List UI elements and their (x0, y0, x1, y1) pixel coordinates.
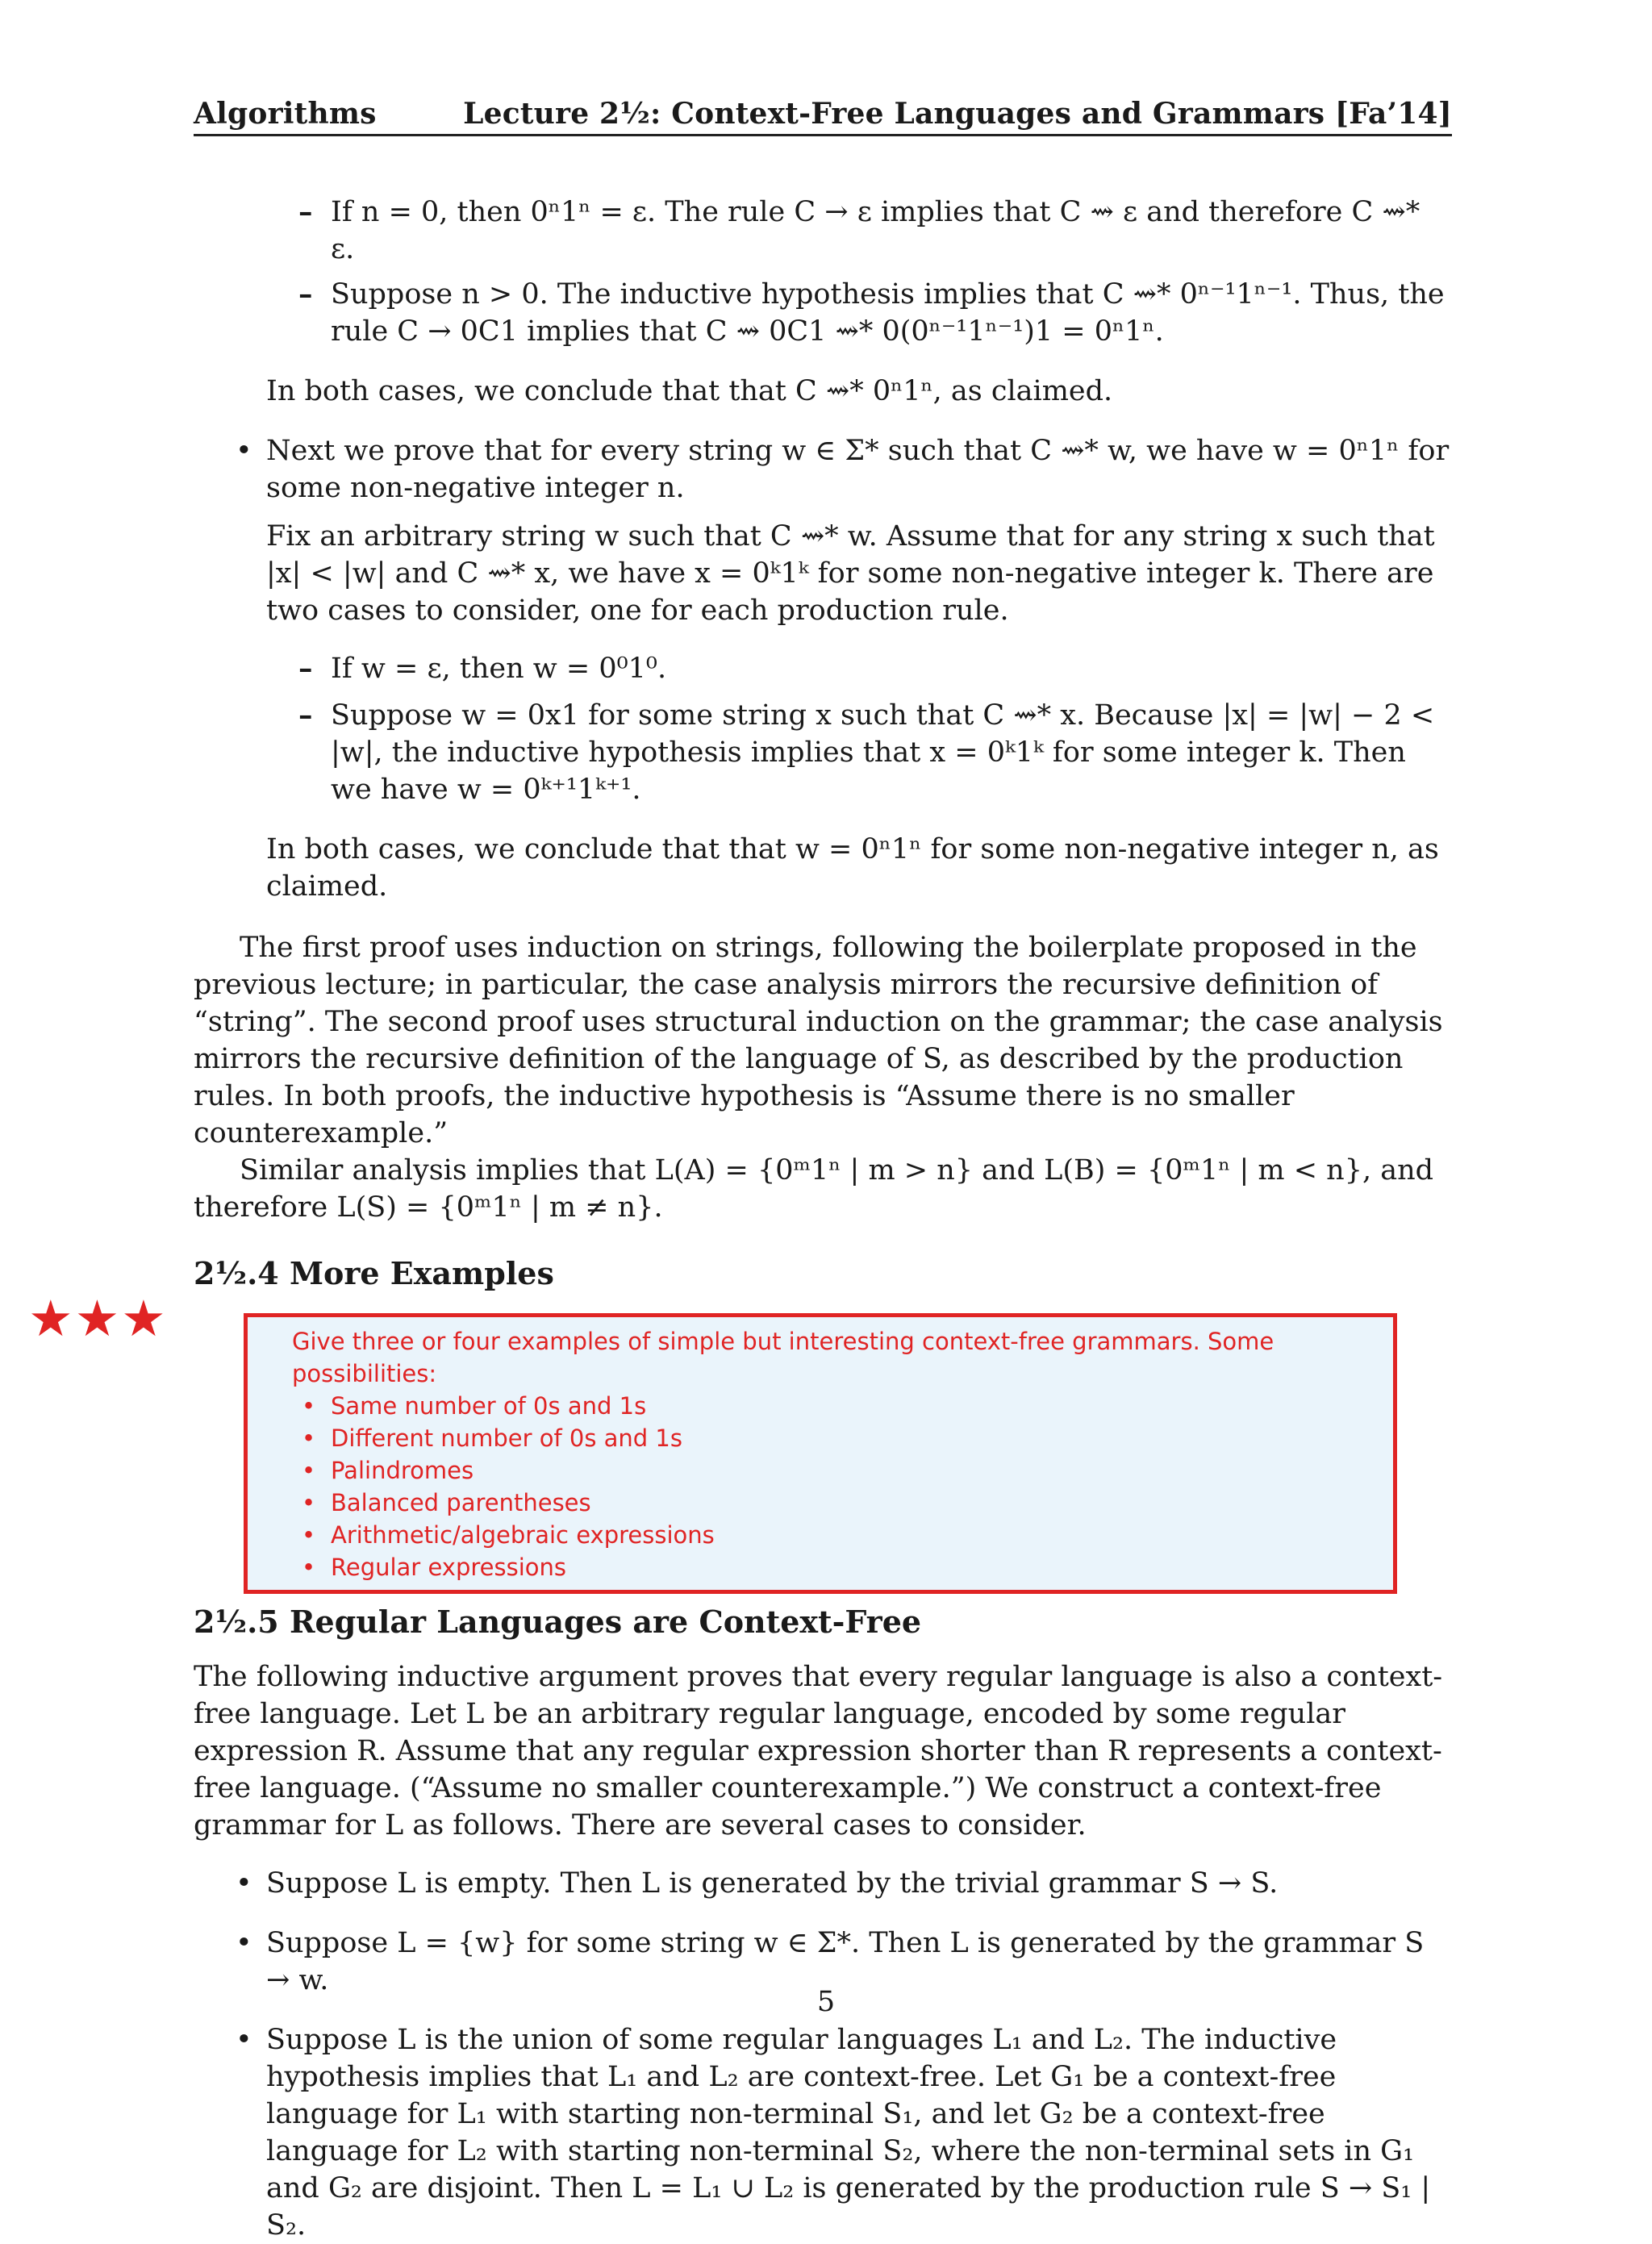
discussion-paragraph-2: Similar analysis implies that L(A) = {0ᵐ1ⁿ | m > n} and L(B) = {0ᵐ1ⁿ | m < n}, and therefore L(S) = {0ᵐ1ⁿ | m ≠ n}. (194, 1154, 1434, 1224)
case-empty-text: Suppose L is empty. Then L is generated by the trivial grammar S → S. (266, 1867, 1279, 1900)
list-item: • Regular expressions (292, 1551, 1393, 1583)
proof-part2-case2-text: Suppose w = 0x1 for some string x such that C ⇝* x. Because |x| = |w| − 2 < |w|, the inductive hypothesis implies that x = 0ᵏ1ᵏ for some integer k. Then we have w = 0ᵏ⁺¹1ᵏ⁺¹. (331, 699, 1435, 806)
proof-part2-case1 (194, 650, 1452, 687)
case-union-text: Suppose L is the union of some regular languages L₁ and L₂. The inductive hypothesis implies that L₁ and L₂ are context-free. Let G₁ be a context-free language for L₁ with starting non-terminal S₁, and let G₂ be a context-free language for L₂ with starting non-terminal S₂, where the non-terminal sets in G₁ and G₂ are disjoint. Then L = L₁ ∪ L₂ is generated by the production rule S → S₁ | S₂. (266, 2024, 1431, 2242)
proof-part1-case2-text: Suppose n > 0. The inductive hypothesis implies that C ⇝* 0ⁿ⁻¹1ⁿ⁻¹. Thus, the rule C → 0C1 implies that C ⇝ 0C1 ⇝* 0(0ⁿ⁻¹1ⁿ⁻¹)1 = 0ⁿ1ⁿ. (331, 278, 1445, 348)
section-25-intro: The following inductive argument proves that every regular language is also a context-free language. Let L be an arbitrary regular language, encoded by some regular expression R. Assume that any regular expression shorter than R represents a context-free language. (“Assume no smaller counterexample.”) We construct a context-free grammar for L as follows. There are several cases to consider. (194, 1661, 1443, 1841)
dash-bullet: – (298, 652, 313, 685)
case-union (194, 2021, 1452, 2244)
proof-part1-case1-text: If n = 0, then 0ⁿ1ⁿ = ε. The rule C → ε implies that C ⇝ ε and therefore C ⇝* ε. (331, 196, 1420, 265)
proof-part1-case1 (194, 194, 1452, 268)
proof-part1-conclusion: In both cases, we conclude that that C ⇝* 0ⁿ1ⁿ, as claimed. (266, 375, 1113, 407)
page-body (194, 194, 1452, 2244)
proof-part2-conclusion: In both cases, we conclude that that w = 0ⁿ1ⁿ for some non-negative integer n, as claimed. (266, 833, 1439, 903)
section-heading-regular-languages: 2½.5 Regular Languages are Context-Free (194, 1604, 922, 1640)
page-number: 5 (816, 1986, 836, 2018)
discussion-paragraph-1: The first proof uses induction on strings, following the boilerplate proposed in the previous lecture; in particular, the case analysis mirrors the recursive definition of “string”. The second proof uses structural induction on the grammar; the case analysis mirrors the recursive definition of the language of S, as described by the production rules. In both proofs, the inductive hypothesis is “Assume there is no smaller counterexample.” (194, 932, 1443, 1149)
proof-part2-setup: Fix an arbitrary string w such that C ⇝* w. Assume that for any string x such that |x| < |w| and C ⇝* x, we have x = 0ᵏ1ᵏ for some non-negative integer k. There are two cases to consider, one for each production rule. (266, 520, 1435, 627)
list-item: • Different number of 0s and 1s (292, 1422, 1393, 1454)
proof-part2-case2 (194, 697, 1452, 808)
proof-part1-case2 (194, 276, 1452, 350)
dash-bullet: – (298, 195, 313, 228)
list-item: • Palindromes (292, 1454, 1393, 1487)
bullet-dot: • (236, 1867, 252, 1900)
star-rating-icon: ★★★ (28, 1289, 168, 1348)
todo-list (292, 1390, 1393, 1583)
todo-intro: Give three or four examples of simple but interesting context-free grammars. Some possibilities: (292, 1328, 1274, 1387)
dash-bullet: – (298, 699, 313, 732)
list-item: • Same number of 0s and 1s (292, 1390, 1393, 1422)
dash-bullet: – (298, 277, 313, 311)
section-heading-more-examples: 2½.4 More Examples (194, 1255, 554, 1291)
proof-part2-intro: Next we prove that for every string w ∈ Σ* such that C ⇝* w, we have w = 0ⁿ1ⁿ for some non-negative integer n. (266, 435, 1450, 504)
proof-part2 (194, 432, 1452, 507)
case-single-string-text: Suppose L = {w} for some string w ∈ Σ*. Then L is generated by the grammar S → w. (266, 1927, 1425, 1996)
bullet-dot: • (236, 2024, 252, 2056)
case-empty (194, 1865, 1452, 1902)
bullet-dot: • (236, 1927, 252, 1959)
proof-part2-case1-text: If w = ε, then w = 0⁰1⁰. (331, 653, 667, 685)
header-lecture-title: Lecture 2½: Context-Free Languages and Grammars [Fa’14] (463, 97, 1452, 131)
bullet-dot: • (236, 435, 252, 467)
header-course-title: Algorithms (194, 97, 377, 131)
todo-box (244, 1313, 1397, 1594)
list-item: • Arithmetic/algebraic expressions (292, 1519, 1393, 1551)
running-header (194, 97, 1452, 136)
list-item: • Balanced parentheses (292, 1487, 1393, 1519)
